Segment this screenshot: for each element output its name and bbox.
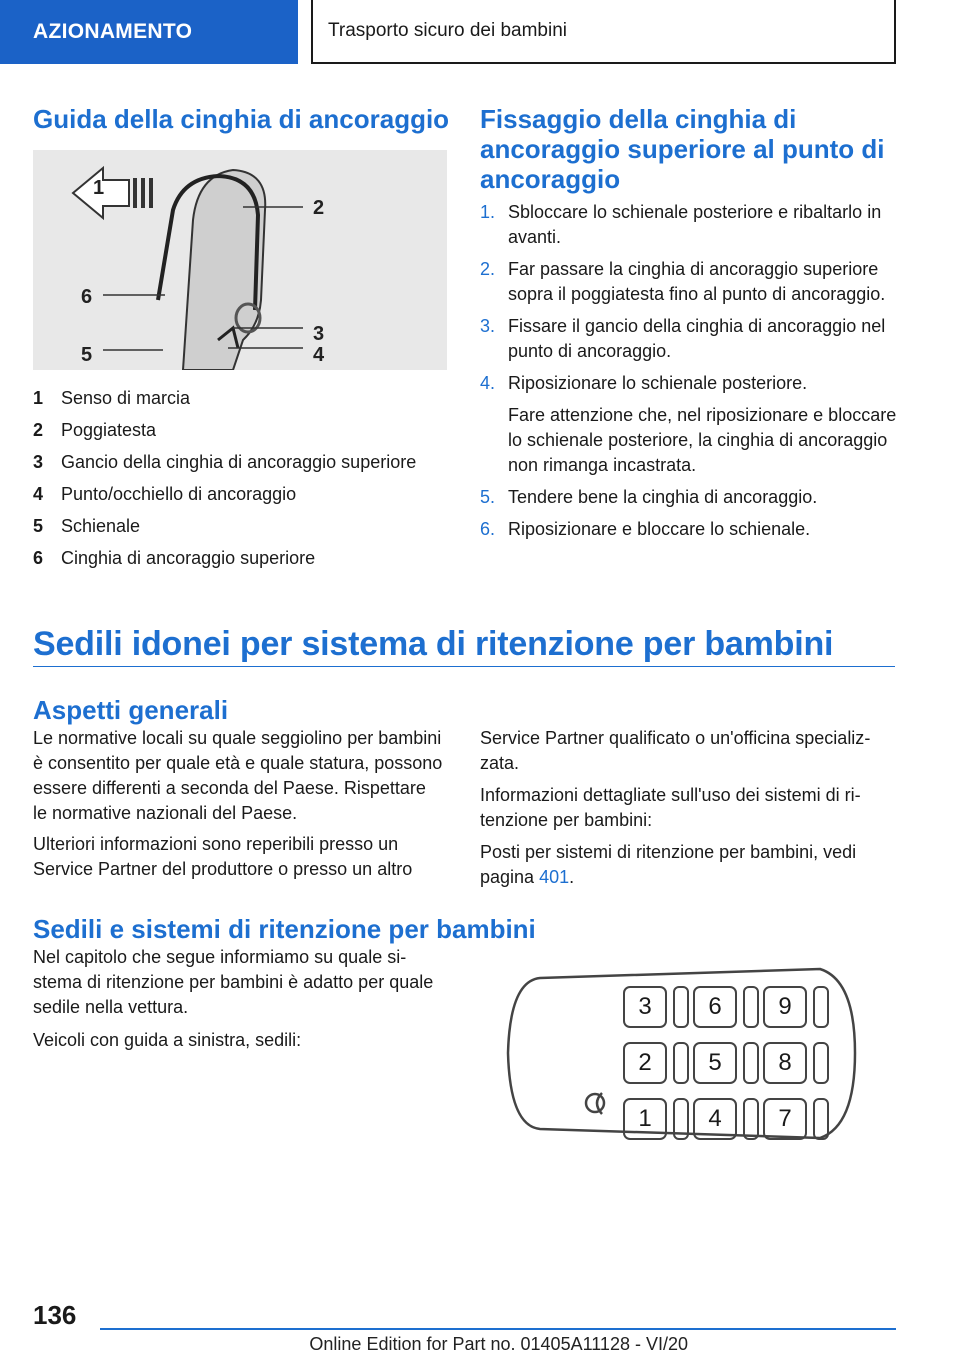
figure-label-2: 2 bbox=[313, 197, 325, 219]
legend-text: Poggiatesta bbox=[61, 420, 157, 440]
systems-paragraph-1: Nel capitolo che segue informiamo su quale sistema di ritenzione per bambini è adatto per quale sedile nella vettura. bbox=[33, 947, 434, 1017]
seat-number: 6 bbox=[693, 986, 737, 1028]
systems-paragraph-2: Veicoli con guida a sinistra, sedili: bbox=[33, 1030, 302, 1050]
general-heading: Aspetti generali bbox=[33, 695, 229, 725]
fix-steps bbox=[480, 200, 900, 549]
step-number: 6. bbox=[480, 519, 496, 539]
seats-heading: Sedili idonei per sistema di ritenzione per bambini bbox=[33, 625, 834, 663]
seat-back bbox=[813, 986, 829, 1028]
general-paragraph-4: Informazioni dettagliate sull'uso dei sistemi di ritenzione per bambini: bbox=[480, 785, 861, 830]
seat-position bbox=[763, 1098, 833, 1140]
seat-back bbox=[673, 986, 689, 1028]
fix-heading-line: ancoraggio bbox=[480, 164, 621, 194]
figure-label-6: 6 bbox=[81, 286, 93, 308]
general-paragraph-3: Service Partner qualificato o un'officina specializzata. bbox=[480, 728, 871, 773]
step-item bbox=[480, 371, 900, 396]
step-item bbox=[480, 485, 900, 510]
step-item bbox=[480, 257, 900, 307]
seat-position bbox=[693, 986, 763, 1028]
seat-back bbox=[743, 1098, 759, 1140]
seat-number: 9 bbox=[763, 986, 807, 1028]
seat-position bbox=[693, 1042, 763, 1084]
page-link[interactable]: 401 bbox=[539, 867, 570, 887]
seat-position bbox=[623, 1042, 693, 1084]
legend-item bbox=[33, 446, 453, 478]
general-paragraph-5 bbox=[480, 840, 895, 890]
edition-note: Online Edition for Part no. 01405A11128 - VI/20 bbox=[309, 1334, 688, 1354]
headrest-illustration bbox=[33, 150, 447, 370]
step-number: 2. bbox=[480, 259, 496, 279]
fix-heading-line: ancoraggio superiore al punto di bbox=[480, 134, 885, 164]
seat-position bbox=[693, 1098, 763, 1140]
seat-position bbox=[623, 1098, 693, 1140]
fix-heading-line: Fissaggio della cinghia di bbox=[480, 104, 797, 134]
legend-text: Cinghia di ancoraggio superiore bbox=[61, 548, 316, 568]
figure-label-1: 1 bbox=[93, 177, 105, 199]
seat-position bbox=[763, 986, 833, 1028]
step-item bbox=[480, 517, 900, 542]
page-number: 136 bbox=[33, 1300, 77, 1330]
legend-item bbox=[33, 414, 453, 446]
legend-number: 2 bbox=[33, 420, 44, 440]
guide-heading: Guida della cinghia di ancoraggio bbox=[33, 104, 450, 134]
general-paragraph-1: Le normative locali su quale seggiolino per bambini è consentito per quale età e quale statura, possono essere differenti a seconda del Paese. Rispettare le normative nazionali del Paese. bbox=[33, 728, 443, 823]
legend-text: Gancio della cinghia di ancoraggio superiore bbox=[61, 452, 417, 472]
legend-item bbox=[33, 542, 453, 574]
step-item bbox=[480, 314, 900, 364]
step-note: Fare attenzione che, nel riposizionare e bloccare lo schienale posteriore, la cinghia di ancoraggio non rimanga incastrata. bbox=[508, 405, 897, 475]
section-tab bbox=[0, 0, 298, 64]
chapter-title: Trasporto sicuro dei bambini bbox=[328, 20, 568, 41]
step-text: Far passare la cinghia di ancoraggio superiore sopra il poggiatesta fino al punto di ancoraggio. bbox=[508, 259, 886, 304]
figure-label-3: 3 bbox=[313, 323, 325, 345]
legend-number: 1 bbox=[33, 388, 44, 408]
step-number: 5. bbox=[480, 487, 496, 507]
general-paragraph-2: Ulteriori informazioni sono reperibili presso un Service Partner del produttore o presso un altro bbox=[33, 834, 413, 879]
crossref-text: Posti per sistemi di ritenzione per bambini, vedi pagina bbox=[480, 842, 857, 887]
legend-item bbox=[33, 510, 453, 542]
seat-back bbox=[813, 1042, 829, 1084]
seat-back bbox=[673, 1098, 689, 1140]
legend-text: Schienale bbox=[61, 516, 141, 536]
steering-wheel-icon bbox=[586, 1094, 604, 1112]
legend-number: 4 bbox=[33, 484, 44, 504]
seat-diagram bbox=[500, 966, 860, 1141]
step-text: Riposizionare e bloccare lo schienale. bbox=[508, 519, 811, 539]
legend-number: 3 bbox=[33, 452, 44, 472]
step-text: Fissare il gancio della cinghia di ancoraggio nel punto di ancoraggio. bbox=[508, 316, 886, 361]
legend-item bbox=[33, 478, 453, 510]
figure-label-5: 5 bbox=[81, 344, 93, 366]
seat-number: 5 bbox=[693, 1042, 737, 1084]
systems-heading: Sedili e sistemi di ritenzione per bambini bbox=[33, 914, 536, 944]
seat-position bbox=[763, 1042, 833, 1084]
step-text: Sbloccare lo schienale posteriore e ribaltarlo in avanti. bbox=[508, 202, 882, 247]
step-text: Tendere bene la cinghia di ancoraggio. bbox=[508, 487, 818, 507]
legend-number: 5 bbox=[33, 516, 44, 536]
seat-back bbox=[813, 1098, 829, 1140]
seat-number: 1 bbox=[623, 1098, 667, 1140]
seat-number: 4 bbox=[693, 1098, 737, 1140]
legend-number: 6 bbox=[33, 548, 44, 568]
section-divider bbox=[33, 666, 895, 667]
step-number: 1. bbox=[480, 202, 496, 222]
section-title: AZIONAMENTO bbox=[33, 20, 193, 43]
legend-text: Punto/occhiello di ancoraggio bbox=[61, 484, 297, 504]
legend-item bbox=[33, 382, 453, 414]
fix-heading bbox=[480, 104, 910, 194]
seat-number: 7 bbox=[763, 1098, 807, 1140]
legend-text: Senso di marcia bbox=[61, 388, 191, 408]
seat-back bbox=[743, 1042, 759, 1084]
seat-back bbox=[673, 1042, 689, 1084]
seat-back bbox=[743, 986, 759, 1028]
step-number: 4. bbox=[480, 373, 496, 393]
seat-position bbox=[623, 986, 693, 1028]
seat-number: 8 bbox=[763, 1042, 807, 1084]
footer-divider bbox=[100, 1328, 896, 1330]
chapter-header bbox=[311, 0, 896, 64]
seat-number: 3 bbox=[623, 986, 667, 1028]
figure-label-4: 4 bbox=[313, 344, 325, 366]
seat-number: 2 bbox=[623, 1042, 667, 1084]
crossref-end: . bbox=[569, 867, 575, 887]
step-text: Riposizionare lo schienale posteriore. bbox=[508, 373, 808, 393]
seat-grid bbox=[623, 986, 833, 1132]
step-number: 3. bbox=[480, 316, 496, 336]
figure-legend bbox=[33, 382, 453, 574]
step-item bbox=[480, 200, 900, 250]
anchor-strap-figure bbox=[33, 150, 447, 370]
